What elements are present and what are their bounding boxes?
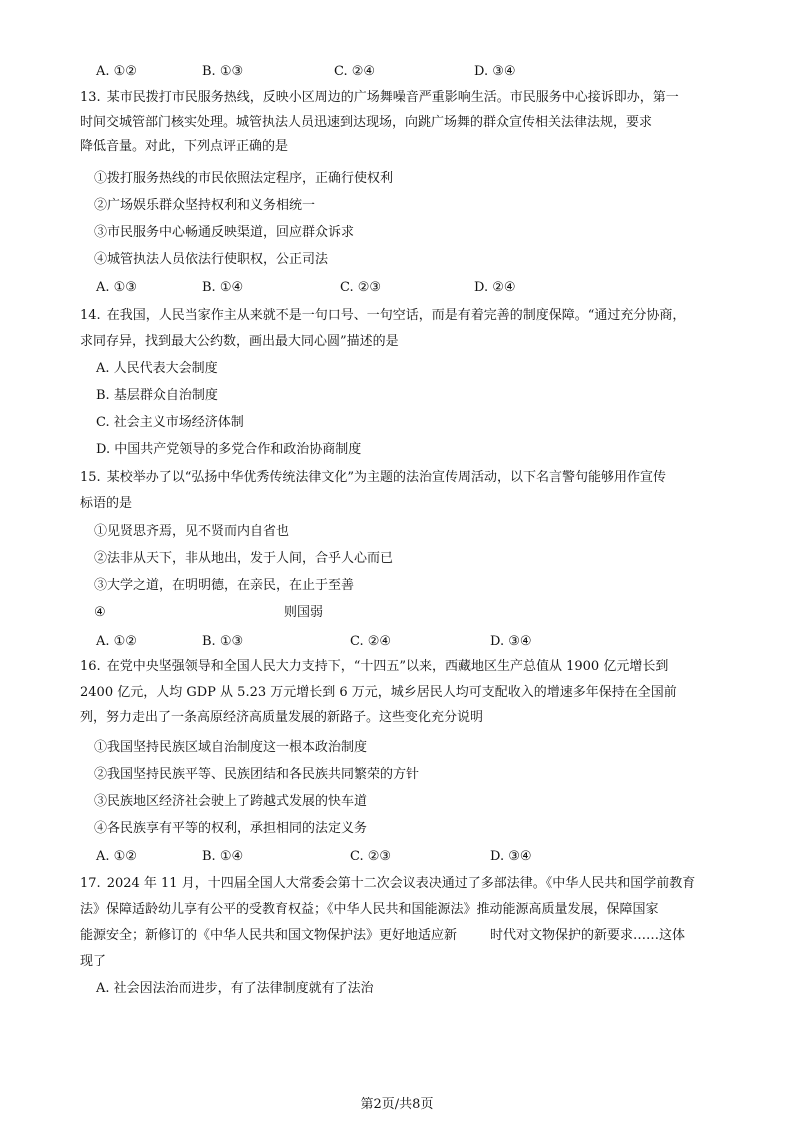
q12-option-d: D. ③④: [474, 64, 516, 79]
q16-stem-line-2: 2400 亿元，人均 GDP 从 5.23 万元增长到 6 万元，城乡居民人均可支配收入的增速多年保持在全国前: [80, 685, 677, 700]
q17-stem-line-2: 法》保障适龄幼儿享有公平的受教育权益；《中华人民共和国能源法》推动能源高质量发展，保障国家: [80, 902, 659, 917]
q14-option-b: B. 基层群众自治制度: [96, 388, 218, 403]
q16-option-b: B. ①④: [202, 849, 244, 864]
q13-option-a: A. ①③: [96, 280, 137, 295]
q16-option-d: D. ③④: [490, 849, 532, 864]
q14-stem-line-1: [80, 307, 685, 325]
q15-statement-4-tail: 则国弱: [284, 605, 324, 620]
q16-statement-1: ①我国坚持民族区域自治制度这一根本政治制度: [94, 740, 368, 755]
q15-statement-1: ①见贤思齐焉，见不贤而内自省也: [94, 524, 290, 539]
q16-statement-2: ②我国坚持民族平等、民族团结和各民族共同繁荣的方针: [94, 767, 420, 782]
q13-statement-1: ①拨打服务热线的市民依照法定程序，正确行使权利: [94, 171, 394, 186]
q15-stem-line-1: [80, 469, 666, 487]
q16-statement-4: ④各民族享有平等的权利，承担相同的法定义务: [94, 821, 368, 836]
q17-stem-line-4: 现了: [80, 954, 107, 969]
q12-option-b: B. ①③: [202, 64, 244, 79]
q14-option-c: C. 社会主义市场经济体制: [96, 415, 244, 430]
q15-stem-line-2: 标语的是: [80, 496, 133, 511]
q15-statement-3: ③大学之道，在明明德，在亲民，在止于至善: [94, 578, 355, 593]
q15-statement-2: ②法非从天下，非从地出，发于人间，合乎人心而已: [94, 551, 394, 566]
q16-statement-3: ③民族地区经济社会驶上了跨越式发展的快车道: [94, 794, 368, 809]
page-footer: [0, 1093, 794, 1112]
q17-stem-text-1: 2024 年 11 月，十四届全国人大常委会第十二次会议表决通过了多部法律。《中华人民共和国学前教育: [106, 876, 696, 891]
q14-stem-line-2: 求同存异，找到最大公约数，画出最大同心圆”描述的是: [80, 334, 399, 349]
q13-number: 13.: [80, 90, 101, 105]
q14-stem-text-1: 在我国，人民当家作主从来就不是一句口号、一句空话，而是有着完善的制度保障。“通过充分协商，: [106, 308, 686, 323]
q14-option-d: D. 中国共产党领导的多党合作和政治协商制度: [96, 442, 362, 457]
q16-stem-line-1: [80, 658, 668, 676]
q15-option-a: A. ①②: [96, 634, 137, 649]
q16-number: 16.: [80, 659, 101, 674]
q14-option-a: A. 人民代表大会制度: [96, 361, 218, 376]
q13-option-c: C. ②③: [340, 280, 382, 295]
q13-stem-line-2: 时间交城管部门核实处理。城管执法人员迅速到达现场，向跳广场舞的群众宣传相关法律法规，要求: [80, 115, 653, 130]
q17-stem-line-3: 能源安全；新修订的《中华人民共和国文物保护法》更好地适应新: [80, 928, 458, 943]
q15-option-b: B. ①③: [202, 634, 244, 649]
q15-option-d: D. ③④: [490, 634, 532, 649]
q15-statement-4: ④: [94, 605, 106, 620]
q14-number: 14.: [80, 308, 101, 323]
q16-option-a: A. ①②: [96, 849, 137, 864]
q13-statement-3: ③市民服务中心畅通反映渠道，回应群众诉求: [94, 225, 355, 240]
q15-stem-text-1: 某校举办了以“弘扬中华优秀传统法律文化”为主题的法治宣传周活动，以下名言警句能够用作宣传: [106, 470, 666, 485]
q17-stem-line-1: [80, 875, 695, 893]
q13-statement-2: ②广场娱乐群众坚持权利和义务相统一: [94, 198, 316, 213]
q17-stem-line-3-tail: 时代对文物保护的新要求……这体: [490, 928, 686, 943]
page-number-label: 第2页/共8页: [360, 1097, 434, 1112]
q13-option-b: B. ①④: [202, 280, 244, 295]
q13-stem-line-1: [80, 89, 679, 107]
q16-option-c: C. ②③: [350, 849, 392, 864]
q15-number: 15.: [80, 470, 101, 485]
q15-option-c: C. ②④: [350, 634, 392, 649]
q17-number: 17.: [80, 876, 101, 891]
q13-statement-4: ④城管执法人员依法行使职权，公正司法: [94, 252, 329, 267]
q16-stem-text-1: 在党中央坚强领导和全国人民大力支持下，“十四五”以来，西藏地区生产总值从 1900 亿元增长到: [106, 659, 669, 674]
q13-stem-text-1: 某市民拨打市民服务热线，反映小区周边的广场舞噪音严重影响生活。市民服务中心接诉即办，第一: [106, 90, 679, 105]
q12-option-c: C. ②④: [334, 64, 376, 79]
q12-option-a: A. ①②: [96, 64, 137, 79]
q13-stem-line-3: 降低音量。对此，下列点评正确的是: [80, 139, 289, 154]
q17-option-a: A. 社会因法治而进步，有了法律制度就有了法治: [96, 981, 374, 996]
q16-stem-line-3: 列，努力走出了一条高原经济高质量发展的新路子。这些变化充分说明: [80, 710, 484, 725]
q13-option-d: D. ②④: [474, 280, 516, 295]
